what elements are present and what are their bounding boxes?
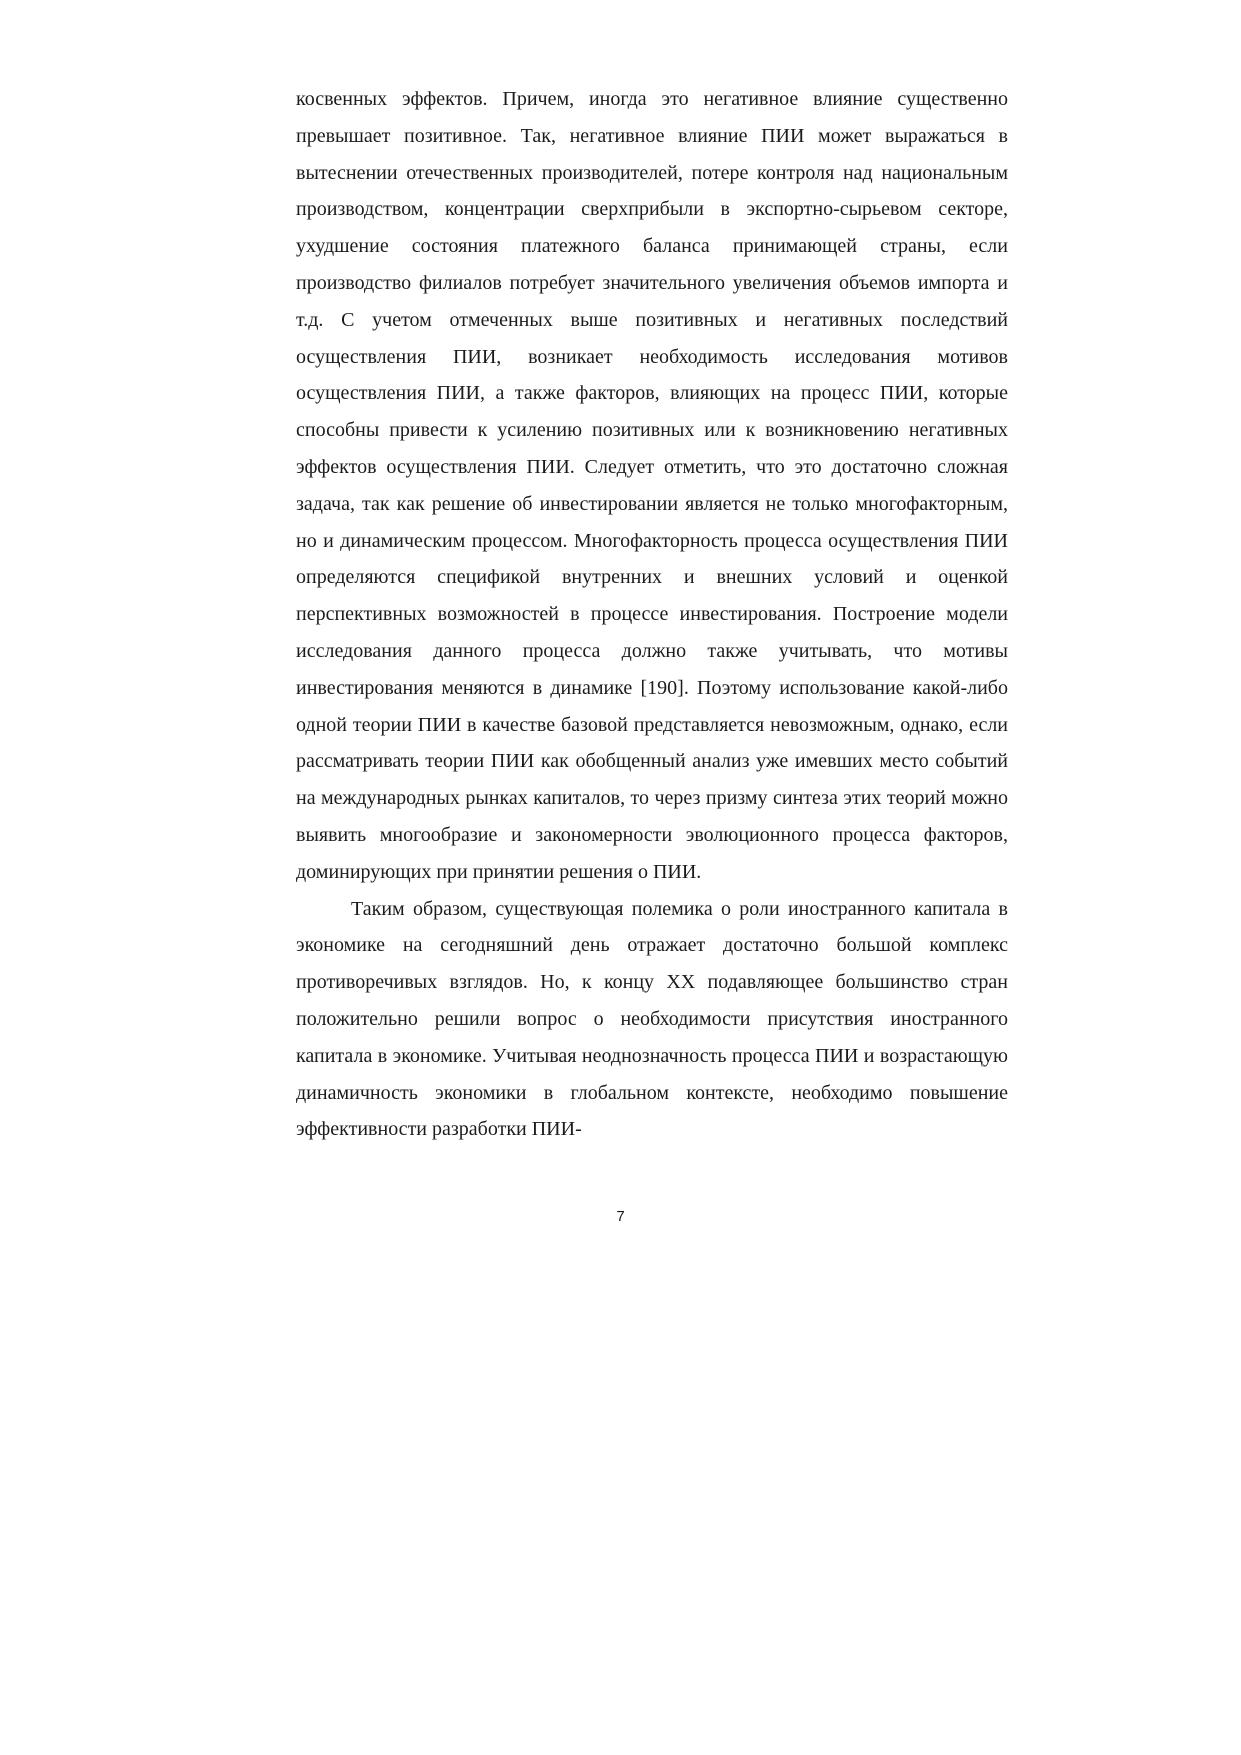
body-text — [296, 81, 1008, 1148]
paragraph-2: Таким образом, существующая полемика о роли иностранного капитала в экономике на сегодняшний день отражает достаточно большой комплекс противоречивых взглядов. Но, к концу XX подавляющее большинство стран положительно решили вопрос о необходимости присутствия иностранного капитала в экономике. Учитывая неоднозначность процесса ПИИ и возрастающую динамичность экономики в глобальном контексте, необходимо повышение эффективности разработки ПИИ- — [296, 897, 1008, 1141]
page-number: 7 — [616, 1208, 625, 1225]
paragraph-1: косвенных эффектов. Причем, иногда это негативное влияние существенно превышает позитивное. Так, негативное влияние ПИИ может выражаться в вытеснении отечественных производителей, потере контроля над национальным производством, концентрации сверхприбыли в экспортно-сырьевом секторе, ухудшение состояния платежного баланса принимающей страны, если производство филиалов потребует значительного увеличения объемов импорта и т.д. С учетом отмеченных выше позитивных и негативных последствий осуществления ПИИ, возникает необходимость исследования мотивов осуществления ПИИ, а также факторов, влияющих на процесс ПИИ, которые способны привести к усилению позитивных или к возникновению негативных эффектов осуществления ПИИ. Следует отметить, что это достаточно сложная задача, так как решение об инвестировании является не только многофакторным, но и динамическим процессом. Многофакторность процесса осуществления ПИИ определяются спецификой внутренних и внешних условий и оценкой перспективных возможностей в процессе инвестирования. Построение модели исследования данного процесса должно также учитывать, что мотивы инвестирования меняются в динамике [190]. Поэтому использование какой-либо одной теории ПИИ в качестве базовой представляется невозможным, однако, если рассматривать теории ПИИ как обобщенный анализ уже имевших место событий на международных рынках капиталов, то через призму синтеза этих теорий можно выявить многообразие и закономерности эволюционного процесса факторов, доминирующих при принятии решения о ПИИ. — [296, 88, 1008, 883]
